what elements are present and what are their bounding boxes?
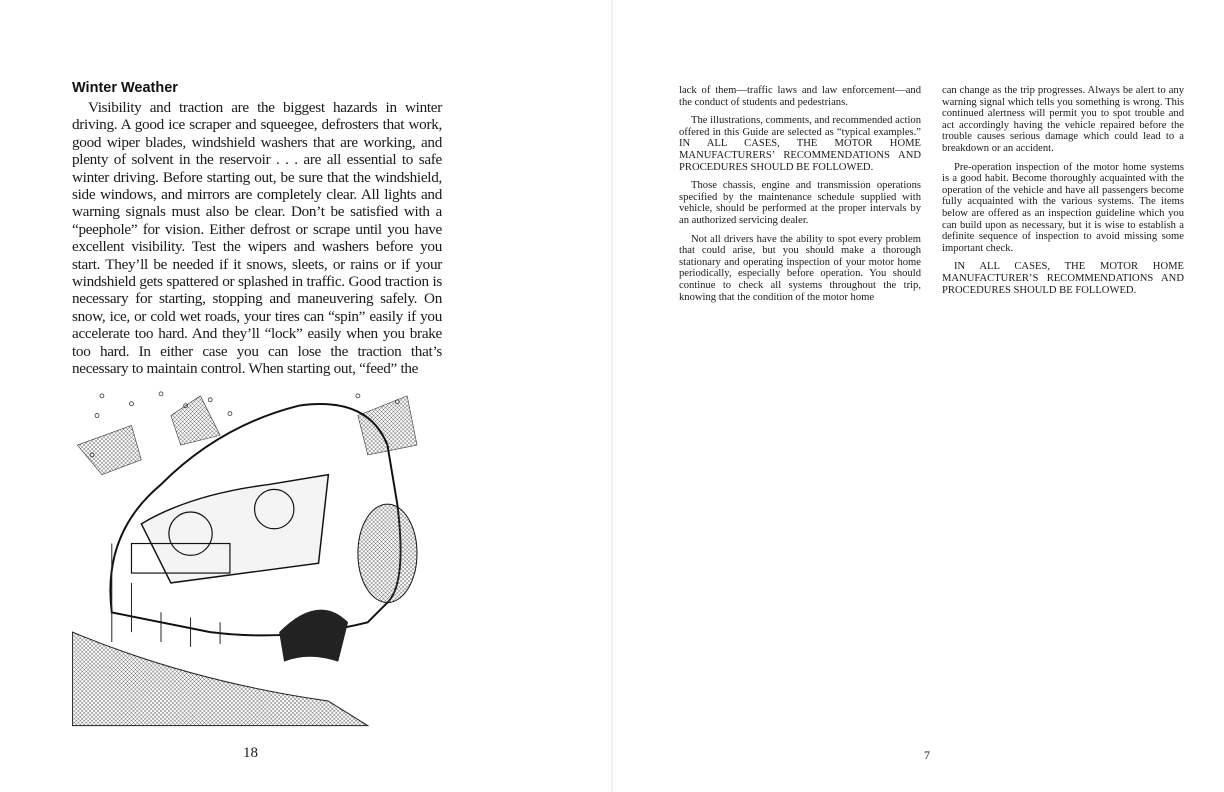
paragraph: The illustrations, comments, and recommended action offered in this Guide are selected as “typical examples.” IN ALL CASES, THE MOTOR HOME MANUFACTURERS’ RECOMMENDATIONS AND PROCEDURES SHOULD BE FOLLOWED.	[679, 115, 921, 173]
pine-tree	[77, 425, 141, 474]
paragraph: IN ALL CASES, THE MOTOR HOME MANUFACTURER’S RECOMMENDATIONS AND PROCEDURES SHOULD BE FOLLOWED.	[942, 261, 1184, 296]
paragraph: Pre-operation inspection of the motor home systems is a good habit. Become thoroughly acquainted with the operation of the vehicle and have all passengers become fully acquainted with the various systems. The items below are offered as an inspection guideline which you can build upon as necessary, but it is wise to establish a definite sequence of inspection to avoid missing some important check.	[942, 161, 1184, 254]
page-gutter	[611, 0, 613, 792]
right-page-column-1	[679, 85, 921, 310]
right-page-column-2	[942, 85, 1184, 303]
page-number-right: 7	[924, 748, 930, 762]
left-page-content	[72, 79, 442, 735]
pine-tree	[171, 395, 220, 444]
section-heading: Winter Weather	[72, 80, 178, 96]
paragraph: can change as the trip progresses. Always be alert to any warning signal which tells you something is wrong. This continued alertness will permit you to spot trouble and act accordingly having the vehicle repaired before the trouble causes serious damage which could lead to a breakdown or an accident.	[942, 85, 1184, 154]
page-number-left: 18	[243, 745, 258, 761]
snow-mound	[358, 504, 417, 602]
paragraph: Not all drivers have the ability to spot every problem that could arise, but you should make a thorough stationary and operating inspection of your motor home periodically, especially before operation. You should continue to check all systems throughout the trip, knowing that the condition of the motor home	[679, 233, 921, 303]
paragraph: lack of them—traffic laws and law enforcement—and the conduct of students and pedestrians.	[679, 85, 921, 108]
paragraph: Those chassis, engine and transmission operations specified by the maintenance schedule supplied with vehicle, should be performed at the proper intervals by an authorized servicing dealer.	[679, 180, 921, 226]
winter-weather-paragraph: Visibility and traction are the biggest hazards in winter driving. A good ice scraper and squeegee, defrosters that work, good wiper blades, windshield washers that are working, and plenty of solvent in the reservoir . . . are all essential to safe winter driving. Before starting out, be sure that the windshield, side windows, and mirrors are completely clear. All lights and warning signals must also be clear. Don’t be satisfied with a “peephole” for vision. Either defrost or scrape until you have excellent visibility. Test the wipers and washers before you start. They’ll be needed if it snows, sleets, or rains or if your windshield gets spattered or splashed in traffic. Good traction is necessary for starting, stopping and maneuvering safely. On snow, ice, or cold wet roads, your tires can “spin” easily if you accelerate too hard. And they’ll “lock” easily when you brake too hard. In either case you can lose the traction that’s necessary to maintain control. When starting out, “feed” the	[72, 99, 442, 378]
winter-car-illustration	[72, 386, 442, 736]
tire	[279, 609, 348, 661]
